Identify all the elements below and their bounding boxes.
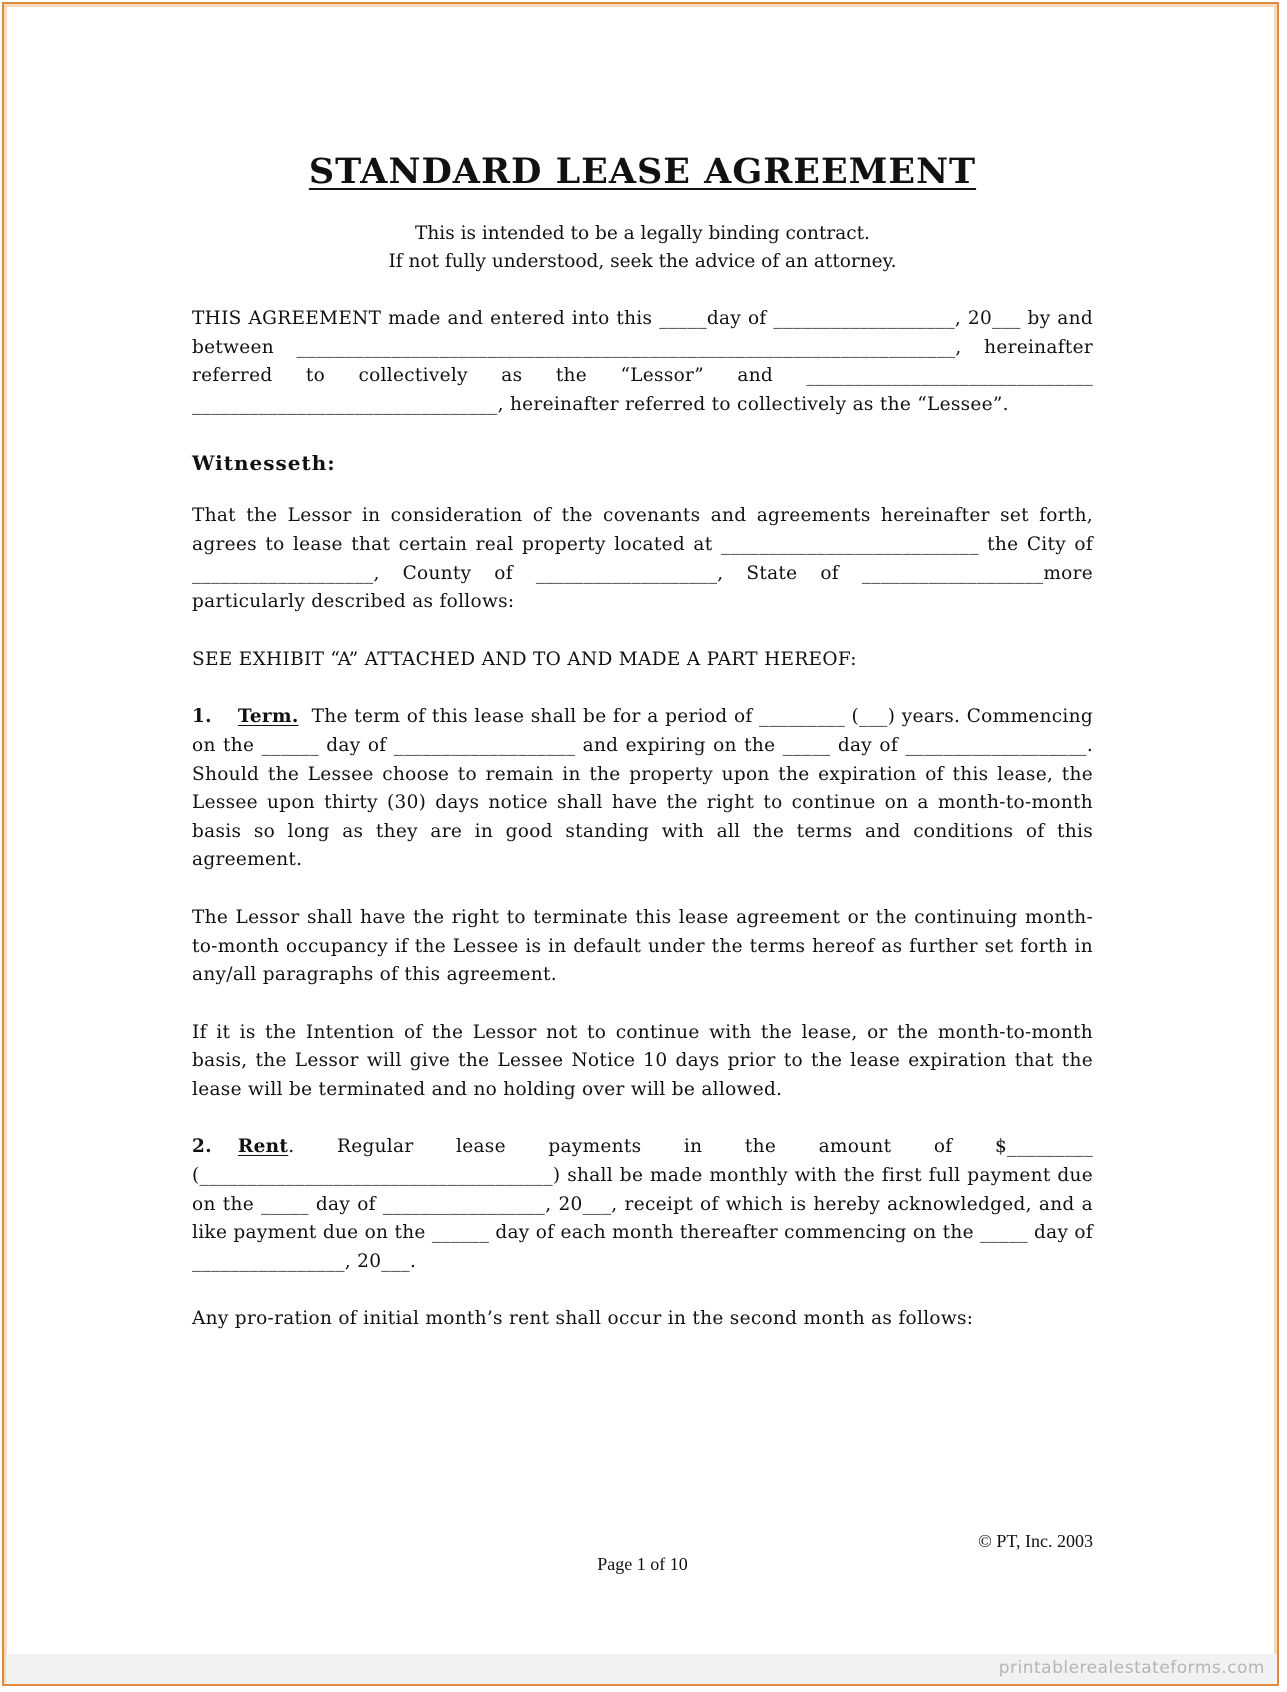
intention-paragraph: If it is the Intention of the Lessor not to continue with the lease, or the month-to-month basis, the Lessor will give the Lessee Notice 10 days prior to the lease expiration that the lease will be terminated and no holding over will be allowed.	[192, 1021, 1093, 1100]
witnesseth-heading: Witnesseth:	[192, 451, 336, 476]
section-2-title: Rent	[237, 1136, 289, 1158]
watermark-bar	[6, 1654, 1277, 1684]
subtitle-line-1: This is intended to be a legally binding contract.	[415, 223, 870, 244]
document-title: STANDARD LEASE AGREEMENT	[308, 151, 977, 192]
proration-paragraph: Any pro-ration of initial month’s rent shall occur in the second month as follows:	[192, 1308, 974, 1330]
section-rent	[192, 1133, 1093, 1276]
section-term	[192, 703, 1093, 875]
terminate-paragraph: The Lessor shall have the right to terminate this lease agreement or the continuing month-to-month occupancy if the Lessee is in default under the terms hereof as further set forth in any/all paragraphs of this agreement.	[192, 906, 1093, 986]
section-1-text: The term of this lease shall be for a period of _________ (___) years. Commencing on the ______ day of ___________________ and expiring on the _____ day of ___________________. Should the Lessee choose to remain in the property upon the expiration of this lease, the Lessee upon thirty (30) days notice shall have the right to continue on a month-to-month basis so long as they are in good standing with all the terms and conditions of this agreement.	[192, 706, 1093, 871]
copyright-notice: © PT, Inc. 2003	[978, 1531, 1093, 1551]
intro-paragraph: THIS AGREEMENT made and entered into this _____day of ___________________, 20___ by and between _____________________________________________________________________, hereinafter referred to collectively as the “Lessor” and ______________________________ ________________________________, hereinafter referred to collectively as the “Lessee”.	[192, 308, 1093, 415]
watermark-text: printablerealestateforms.com	[998, 1658, 1265, 1678]
section-2-text: . Regular lease payments in the amount of $_________ (_____________________________________) shall be made monthly with the first full payment due on the _____ day of _________________, 20___, receipt of which is hereby acknowledged, and a like payment due on the ______ day of each month thereafter commencing on the _____ day of ________________, 20___.	[192, 1136, 1093, 1272]
section-1-number: 1.	[192, 706, 212, 728]
exhibit-paragraph: SEE EXHIBIT “A” ATTACHED AND TO AND MADE A PART HEREOF:	[192, 648, 857, 670]
section-1-title: Term.	[237, 706, 299, 728]
subtitle-line-2: If not fully understood, seek the advice of an attorney.	[388, 251, 897, 272]
document-subtitle	[192, 220, 1093, 276]
document-page	[192, 150, 1093, 1363]
page-number: Page 1 of 10	[597, 1554, 688, 1574]
section-2-number: 2.	[192, 1136, 212, 1158]
witnesseth-paragraph: That the Lessor in consideration of the covenants and agreements hereinafter set forth, agrees to lease that certain real property located at ___________________________ the City of ___________________, County of ___________________, State of ___________________more particularly described as follows:	[192, 505, 1093, 613]
